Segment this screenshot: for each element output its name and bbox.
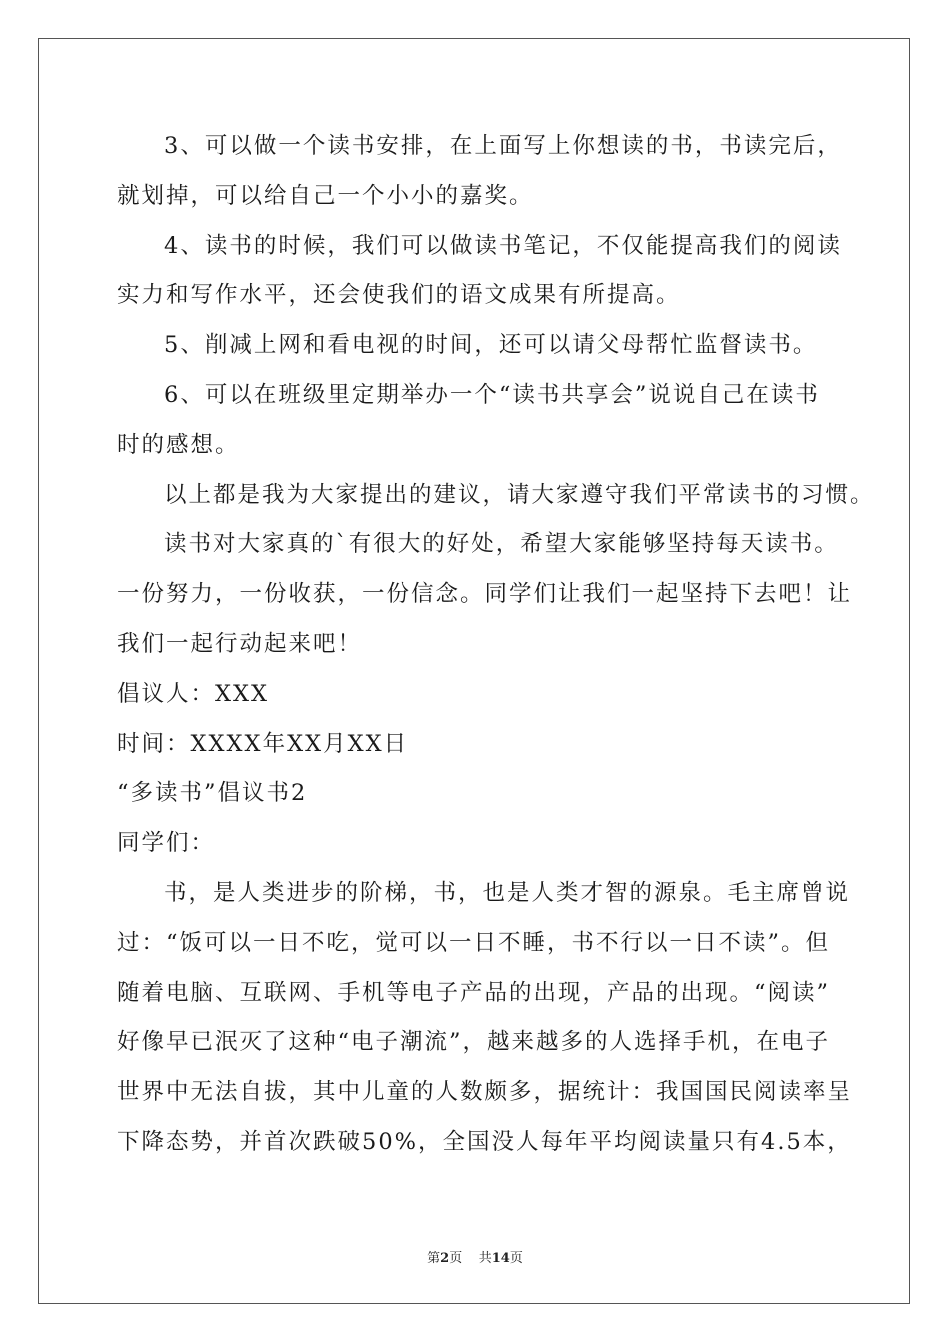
paragraph-line: 时的感想。 xyxy=(117,431,240,458)
paragraph-line: 好像早已泯灭了这种“电子潮流”，越来越多的人选择手机，在电子 xyxy=(117,1029,831,1056)
paragraph-line: 以上都是我为大家提出的建议，请大家遵守我们平常读书的习惯。 xyxy=(164,481,875,508)
document-body xyxy=(117,122,875,1168)
total-unit: 页 xyxy=(509,1251,523,1266)
paragraph-line: 3、可以做一个读书安排，在上面写上你想读的书，书读完后， xyxy=(164,133,842,159)
date-line: 时间：XXXX年XX月XX日 xyxy=(117,730,409,757)
paragraph-line: 随着电脑、互联网、手机等电子产品的出现，产品的出现。“阅读” xyxy=(117,979,831,1006)
paragraph-line: 我们一起行动起来吧！ xyxy=(117,630,363,657)
page-unit: 页 xyxy=(449,1251,463,1266)
salutation: 同学们： xyxy=(117,830,216,857)
paragraph-line: 就划掉，可以给自己一个小小的嘉奖。 xyxy=(117,182,534,209)
paragraph-line: 读书对大家真的`有很大的好处，希望大家能够坚持每天读书。 xyxy=(164,531,839,558)
paragraph-line: 4、读书的时候，我们可以做读书笔记，不仅能提高我们的阅读 xyxy=(164,232,842,259)
paragraph-line: 实力和写作水平，还会使我们的语文成果有所提高。 xyxy=(117,282,681,309)
paragraph-line: 下降态势，并首次跌破50%，全国没人每年平均阅读量只有4.5本， xyxy=(117,1128,852,1155)
paragraph-line: 6、可以在班级里定期举办一个“读书共享会”说说自己在读书 xyxy=(164,381,820,408)
page-number: 2 xyxy=(440,1251,450,1266)
paragraph-line: 世界中无法自拔，其中儿童的人数颇多，据统计：我国国民阅读率呈 xyxy=(117,1079,853,1106)
page-prefix: 第 xyxy=(427,1251,441,1266)
paragraph-line: 过：“饭可以一日不吃，觉可以一日不睡，书不行以一日不读”。但 xyxy=(117,929,831,956)
paragraph-line: 一份努力，一份收获，一份信念。同学们让我们一起坚持下去吧！让 xyxy=(117,581,853,608)
page-footer xyxy=(0,1247,950,1266)
paragraph-line: 书，是人类进步的阶梯，书，也是人类才智的源泉。毛主席曾说 xyxy=(164,879,851,906)
initiator-line: 倡议人：XXX xyxy=(117,680,270,707)
total-prefix: 共 xyxy=(478,1251,492,1266)
paragraph-line: 5、削减上网和看电视的时间，还可以请父母帮忙监督读书。 xyxy=(164,332,818,359)
total-pages: 14 xyxy=(491,1251,510,1266)
section-title: “多读书”倡议书2 xyxy=(117,780,308,807)
